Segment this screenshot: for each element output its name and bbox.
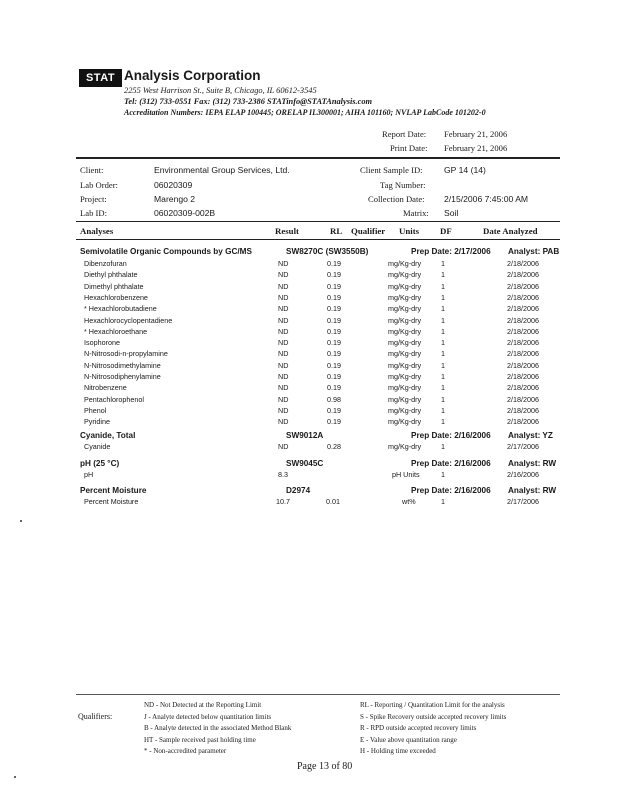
- result-value: ND: [278, 281, 289, 291]
- result-name: Dibenzofuran: [84, 259, 127, 268]
- result-units: mg/Kg-dry: [388, 281, 422, 291]
- section-analyst: Analyst: RW: [508, 486, 557, 495]
- result-date: 2/18/2006: [507, 417, 539, 427]
- result-df: 1: [441, 259, 445, 268]
- client-sample-id-value: GP 14 (14): [444, 165, 486, 175]
- section-title: Cyanide, Total: [80, 431, 136, 440]
- result-value: ND: [278, 326, 289, 336]
- print-date-label: Print Date:: [390, 143, 428, 153]
- lab-order-value: 06020309: [154, 180, 193, 190]
- result-value: ND: [278, 394, 289, 404]
- result-value: ND: [278, 292, 289, 302]
- result-value: ND: [278, 417, 289, 427]
- result-df: 1: [441, 292, 445, 302]
- result-df: 1: [441, 417, 445, 427]
- result-name: Phenol: [84, 405, 107, 415]
- result-units: mg/Kg-dry: [388, 338, 422, 348]
- result-name: Hexachlorobenzene: [84, 292, 148, 302]
- result-date: 2/18/2006: [507, 259, 539, 268]
- result-units: mg/Kg-dry: [388, 405, 422, 415]
- lab-id-label: Lab ID:: [80, 208, 107, 218]
- result-units: mg/Kg-dry: [388, 326, 422, 336]
- result-value: ND: [278, 360, 289, 370]
- result-rl: 0.19: [327, 326, 341, 336]
- collection-date-label: Collection Date:: [368, 194, 425, 204]
- qualifier-item: S - Spike Recovery outside accepted recovery limits: [360, 712, 507, 721]
- scan-speck: [14, 776, 16, 778]
- result-date: 2/18/2006: [507, 270, 539, 280]
- result-name: Dimethyl phthalate: [84, 281, 144, 291]
- result-name: N-Nitrosodiphenylamine: [84, 372, 161, 381]
- result-value: ND: [278, 304, 289, 314]
- result-date: 2/18/2006: [507, 394, 539, 404]
- qualifier-item: RL - Reporting / Quantitation Limit for the analysis: [360, 701, 505, 709]
- result-units: mg/Kg-dry: [388, 360, 422, 370]
- result-df: 1: [441, 338, 445, 348]
- result-units: mg/Kg-dry: [388, 259, 422, 268]
- result-date: 2/18/2006: [507, 360, 539, 370]
- result-name: Percent Moisture: [84, 497, 139, 506]
- result-value: ND: [278, 338, 289, 348]
- result-rl: 0.19: [327, 417, 341, 427]
- result-value: ND: [278, 442, 289, 451]
- result-units: mg/Kg-dry: [388, 383, 422, 393]
- result-units: wt%: [402, 497, 416, 506]
- result-date: 2/18/2006: [507, 281, 539, 291]
- result-units: pH Units: [392, 470, 420, 479]
- result-df: 1: [441, 372, 445, 381]
- col-result: Result: [275, 226, 299, 236]
- company-name: Analysis Corporation: [124, 68, 261, 83]
- section-prep-date: Prep Date: 2/16/2006: [411, 486, 491, 495]
- section-title: pH (25 °C): [80, 459, 120, 468]
- result-value: ND: [278, 372, 289, 381]
- result-units: mg/Kg-dry: [388, 270, 422, 280]
- result-units: mg/Kg-dry: [388, 394, 422, 404]
- result-rl: 0.01: [326, 497, 340, 506]
- result-date: 2/18/2006: [507, 315, 539, 325]
- section-method: SW9045C: [286, 459, 324, 468]
- result-df: 1: [441, 394, 445, 404]
- print-date-value: February 21, 2006: [444, 143, 508, 153]
- result-units: mg/Kg-dry: [388, 349, 422, 359]
- section-prep-date: Prep Date: 2/17/2006: [411, 247, 491, 256]
- section-analyst: Analyst: RW: [508, 459, 557, 468]
- qualifier-item: * - Non-accredited parameter: [144, 747, 227, 755]
- result-name: * Hexachlorobutadiene: [84, 304, 157, 314]
- qualifier-item: HT - Sample received past holding time: [144, 735, 256, 744]
- result-value: ND: [278, 349, 289, 359]
- report-date-value: February 21, 2006: [444, 129, 508, 139]
- result-name: N-Nitrosodi-n-propylamine: [84, 349, 168, 359]
- section-method: SW8270C (SW3550B): [286, 247, 369, 256]
- result-df: 1: [441, 281, 445, 291]
- section-title: Percent Moisture: [80, 486, 147, 495]
- accreditation-numbers: Accreditation Numbers: IEPA ELAP 100445; ORELAP IL300001; AIHA 101160; NVLAP LabCode 101202-0: [124, 108, 486, 117]
- result-df: 1: [441, 360, 445, 370]
- client-label: Client:: [80, 165, 104, 175]
- section-title: Semivolatile Organic Compounds by GC/MS: [80, 247, 252, 256]
- section-analyst: Analyst: PAB: [508, 247, 560, 256]
- report-date-label: Report Date:: [382, 129, 427, 139]
- result-name: N-Nitrosodimethylamine: [84, 360, 161, 370]
- col-qualifier: Qualifier: [351, 226, 386, 236]
- result-date: 2/17/2006: [507, 497, 539, 506]
- lab-id-value: 06020309-002B: [154, 208, 216, 218]
- result-name: Pentachlorophenol: [84, 394, 144, 404]
- company-address: 2255 West Harrison St., Suite B, Chicago, IL 60612-3545: [124, 86, 317, 95]
- result-date: 2/18/2006: [507, 304, 539, 314]
- result-rl: 0.19: [327, 349, 341, 359]
- result-value: ND: [278, 270, 289, 280]
- result-rl: 0.28: [327, 442, 341, 451]
- result-value: ND: [278, 315, 289, 325]
- qualifier-item: R - RPD outside accepted recovery limits: [360, 724, 477, 732]
- result-rl: 0.19: [327, 383, 341, 393]
- result-value: 10.7: [276, 497, 290, 506]
- company-logo: STAT: [79, 69, 122, 87]
- col-df: DF: [440, 226, 452, 236]
- result-df: 1: [441, 442, 445, 451]
- result-units: mg/Kg-dry: [388, 304, 422, 314]
- lab-order-label: Lab Order:: [80, 180, 118, 190]
- result-name: Pyridine: [84, 417, 110, 427]
- result-df: 1: [441, 326, 445, 336]
- result-df: 1: [441, 405, 445, 415]
- col-rl: RL: [330, 226, 343, 236]
- result-units: mg/Kg-dry: [388, 417, 422, 427]
- result-name: Diethyl phthalate: [84, 270, 138, 280]
- section-method: D2974: [286, 486, 311, 495]
- result-value: ND: [278, 405, 289, 415]
- result-rl: 0.98: [327, 394, 341, 404]
- result-rl: 0.19: [327, 405, 341, 415]
- qualifier-item: B - Analyte detected in the associated Method Blank: [144, 724, 292, 732]
- result-units: mg/Kg-dry: [388, 442, 422, 451]
- result-df: 1: [441, 270, 445, 280]
- result-units: mg/Kg-dry: [388, 315, 422, 325]
- result-name: * Hexachloroethane: [84, 326, 148, 336]
- tag-number-label: Tag Number:: [380, 180, 426, 190]
- result-date: 2/18/2006: [507, 326, 539, 336]
- page-number: Page 13 of 80: [297, 761, 353, 772]
- col-units: Units: [399, 226, 420, 236]
- result-name: pH: [84, 470, 94, 479]
- result-df: 1: [441, 470, 445, 479]
- result-df: 1: [441, 497, 445, 506]
- section-analyst: Analyst: YZ: [508, 431, 553, 440]
- section-prep-date: Prep Date: 2/16/2006: [411, 431, 491, 440]
- result-date: 2/18/2006: [507, 372, 539, 381]
- matrix-value: Soil: [444, 208, 459, 218]
- result-rl: 0.19: [327, 372, 341, 381]
- result-rl: 0.19: [327, 360, 341, 370]
- result-value: ND: [278, 383, 289, 393]
- result-date: 2/16/2006: [507, 470, 539, 479]
- result-rl: 0.19: [327, 259, 341, 268]
- result-date: 2/18/2006: [507, 338, 539, 348]
- scan-speck: [20, 520, 22, 522]
- qualifier-item: ND - Not Detected at the Reporting Limit: [144, 701, 262, 709]
- qualifier-item: H - Holding time exceeded: [360, 747, 436, 755]
- result-units: mg/Kg-dry: [388, 372, 422, 381]
- qualifier-item: J - Analyte detected below quantitation limits: [144, 712, 272, 721]
- result-units: mg/Kg-dry: [388, 292, 422, 302]
- result-rl: 0.19: [327, 270, 341, 280]
- company-contact: Tel: (312) 733-0551 Fax: (312) 733-2386 STATinfo@STATAnalysis.com: [124, 97, 373, 106]
- result-value: 8.3: [278, 470, 288, 479]
- column-header-divider: [76, 239, 560, 240]
- result-date: 2/18/2006: [507, 349, 539, 359]
- header-divider: [76, 157, 560, 159]
- result-name: Hexachlorocyclopentadiene: [84, 315, 173, 325]
- result-rl: 0.19: [327, 292, 341, 302]
- result-df: 1: [441, 383, 445, 393]
- result-name: Nitrobenzene: [84, 383, 127, 393]
- result-rl: 0.19: [327, 281, 341, 291]
- section-method: SW9012A: [286, 431, 324, 440]
- col-date-analyzed: Date Analyzed: [483, 226, 538, 236]
- section-prep-date: Prep Date: 2/16/2006: [411, 459, 491, 468]
- result-rl: 0.19: [327, 338, 341, 348]
- result-rl: 0.19: [327, 315, 341, 325]
- result-name: Isophorone: [84, 338, 120, 348]
- result-date: 2/17/2006: [507, 442, 539, 451]
- result-date: 2/18/2006: [507, 292, 539, 302]
- result-df: 1: [441, 349, 445, 359]
- client-divider: [76, 221, 560, 222]
- client-value: Environmental Group Services, Ltd.: [154, 165, 290, 175]
- qualifier-item: E - Value above quantitation range: [360, 735, 457, 744]
- result-date: 2/18/2006: [507, 405, 539, 415]
- project-label: Project:: [80, 194, 107, 204]
- matrix-label: Matrix:: [403, 208, 429, 218]
- client-sample-id-label: Client Sample ID:: [360, 165, 423, 175]
- result-value: ND: [278, 259, 289, 268]
- col-analyses: Analyses: [80, 226, 114, 236]
- result-df: 1: [441, 304, 445, 314]
- qualifiers-label: Qualifiers:: [78, 712, 113, 721]
- result-date: 2/18/2006: [507, 383, 539, 393]
- collection-date-value: 2/15/2006 7:45:00 AM: [444, 194, 529, 204]
- result-rl: 0.19: [327, 304, 341, 314]
- result-name: Cyanide: [84, 442, 111, 451]
- result-df: 1: [441, 315, 445, 325]
- qualifiers-divider: [76, 694, 560, 695]
- project-value: Marengo 2: [154, 194, 196, 204]
